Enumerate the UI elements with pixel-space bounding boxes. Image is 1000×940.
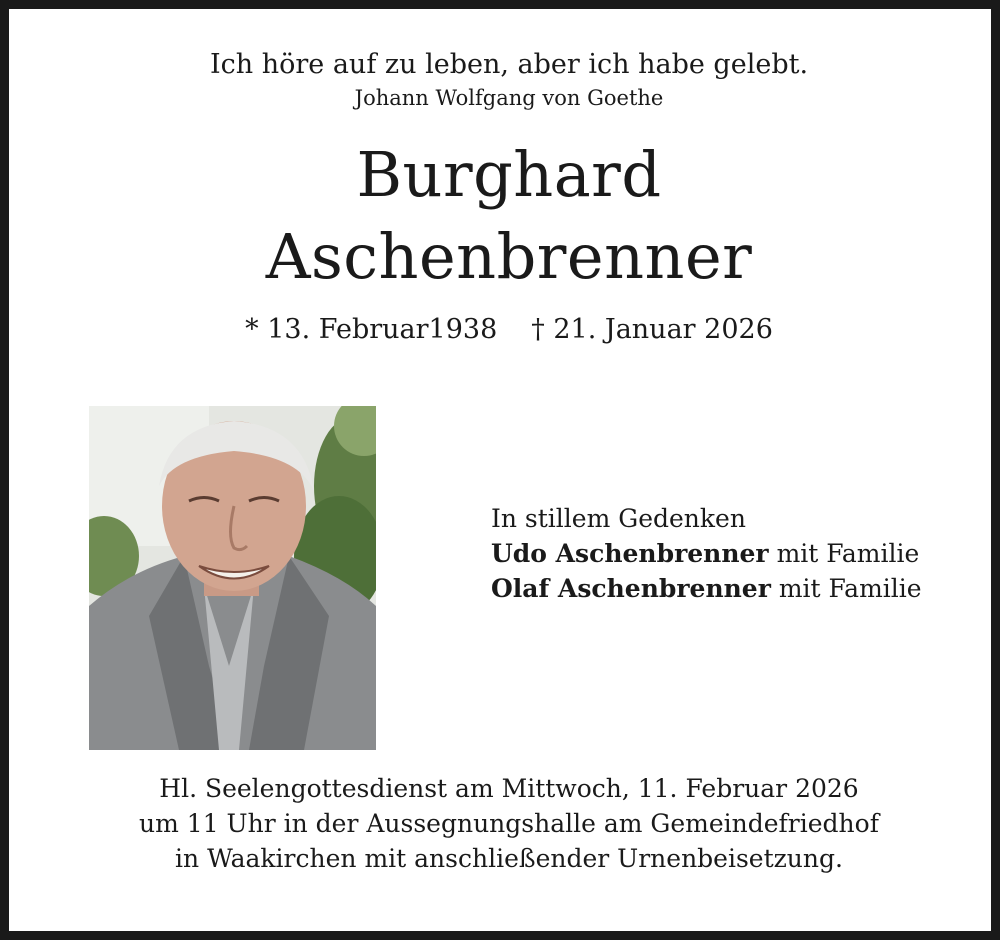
quote-text: Ich höre auf zu leben, aber ich habe gelebt. <box>209 49 809 80</box>
deceased-last-name: Aschenbrenner <box>265 220 753 293</box>
service-line: Hl. Seelengottesdienst am Mittwoch, 11. Februar 2026 <box>159 774 859 803</box>
life-dates <box>9 313 1000 347</box>
portrait-photo <box>89 406 376 750</box>
service-line: um 11 Uhr in der Aussegnungshalle am Gemeindefriedhof <box>139 809 879 838</box>
service-line: in Waakirchen mit anschließender Urnenbeisetzung. <box>175 844 843 873</box>
birth-date: * 13. Februar1938 <box>245 314 498 345</box>
mourner-suffix: mit Familie <box>778 574 922 603</box>
mourner-name: Olaf Aschenbrenner <box>491 574 771 603</box>
mourner-entry <box>491 571 922 606</box>
death-date: † 21. Januar 2026 <box>531 314 773 345</box>
mourners-intro: In stillem Gedenken <box>491 504 746 533</box>
mourners-block <box>491 501 922 606</box>
mourner-name: Udo Aschenbrenner <box>491 539 769 568</box>
mourner-entry <box>491 536 922 571</box>
deceased-first-name: Burghard <box>356 138 662 211</box>
quote-author: Johann Wolfgang von Goethe <box>354 86 664 110</box>
service-info <box>9 771 1000 876</box>
mourner-suffix: mit Familie <box>776 539 920 568</box>
